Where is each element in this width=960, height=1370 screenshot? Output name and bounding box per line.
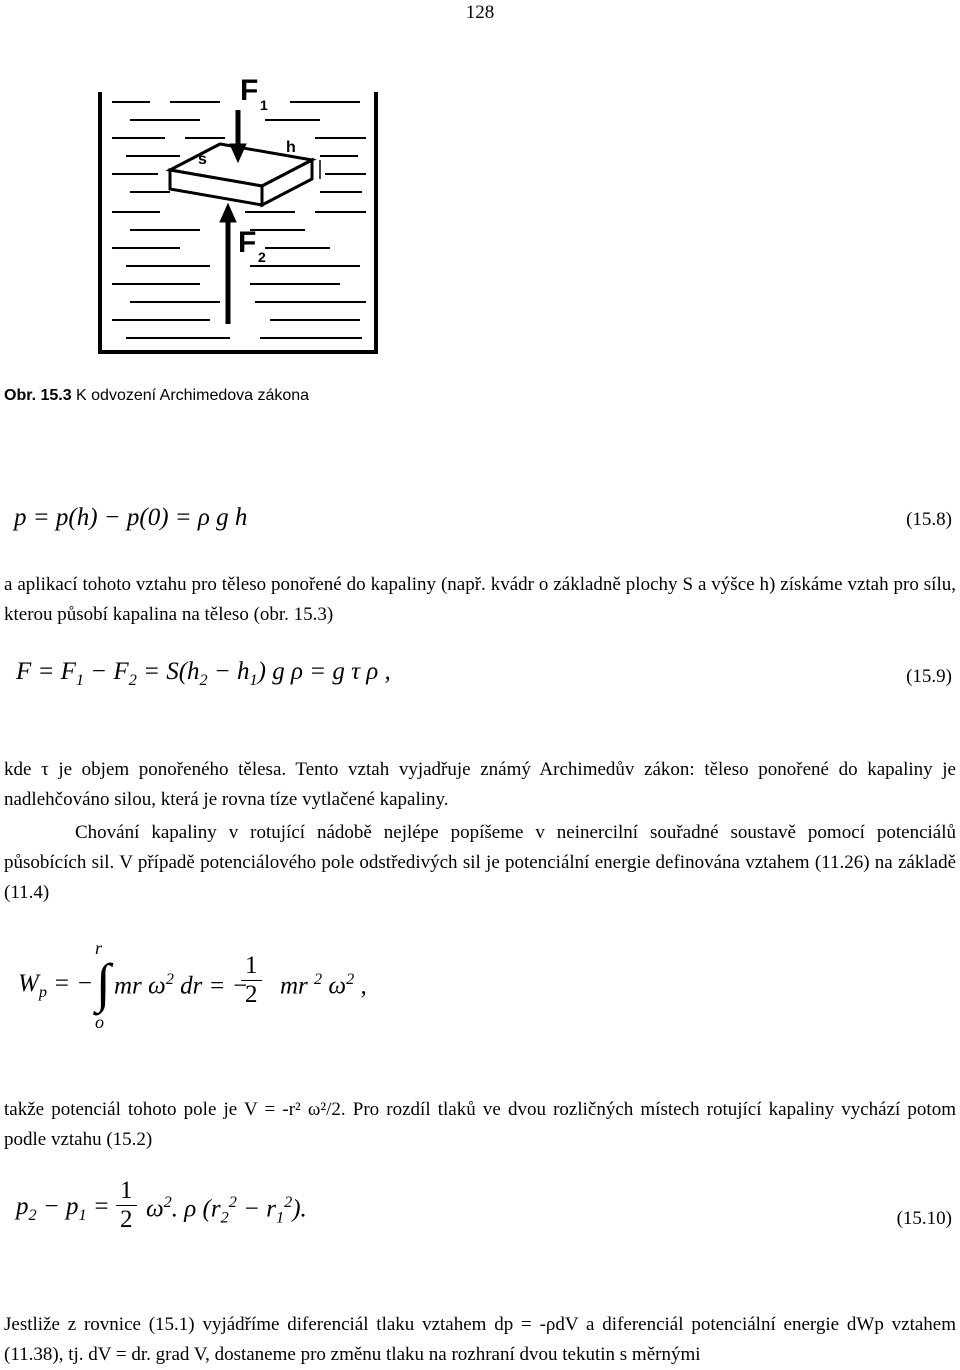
caption-text: K odvození Archimedova zákona (71, 387, 310, 404)
paragraph-5: Jestliže z rovnice (15.1) vyjádříme diferenciál tlaku vztahem dp = -ρdV a diferenciál potenciální energie dWp vztahem (11.38), tj. dV = dr. grad V, dostaneme pro změnu tlaku na rozhraní dvou tekutin s měrnými (4, 1314, 956, 1365)
force-f2-arrow (220, 204, 236, 324)
equation-number-15-9: (15.9) (906, 666, 952, 687)
equation-number-15-10: (15.10) (896, 1208, 952, 1229)
page-number: 128 (465, 2, 495, 23)
label-f2-sub: 2 (258, 249, 266, 265)
figure-caption (4, 387, 309, 405)
equation-15-8: p = p(h) − p(0) = ρ g h (14, 504, 248, 531)
equation-15-9: $F = F_1 - F_2 = S(h_2 - h_1)$ g ρ = g τ ρ , (16, 658, 391, 689)
archimedes-figure (90, 52, 390, 357)
label-f1-sub: 1 (260, 97, 268, 113)
label-h: h (286, 139, 296, 156)
paragraph-2: kde τ je objem ponořeného tělesa. Tento vztah vyjadřuje známý Archimedův zákon: těleso ponořené do kapaliny je nadlehčováno silou, která je rovna tíze vytlačené kapaliny. (4, 759, 956, 810)
paragraph-4: takže potenciál tohoto pole je V = -r² ω²/2. Pro rozdíl tlaků ve dvou rozličných místech rotující kapaliny vychází potom podle vztahu (15.2) (4, 1099, 956, 1150)
equation-number-15-8: (15.8) (906, 509, 952, 530)
paragraph-1: a aplikací tohoto vztahu pro těleso ponořené do kapaliny (např. kvádr o základně plochy S a výšce h) získáme vztah pro sílu, kterou působí kapalina na těleso (obr. 15.3) (4, 574, 956, 625)
label-f2: F (238, 226, 257, 259)
caption-prefix: Obr. 15.3 (4, 387, 72, 404)
label-f1: F (240, 74, 259, 107)
paragraph-3: Chování kapaliny v rotující nádobě nejlépe popíšeme v neinercilní souřadné soustavě pomocí potenciálů působících sil. V případě potenciálového pole odstředivých sil je potenciální energie definována vztahem (11.26) na základě (11.4) (4, 822, 956, 903)
label-s: s (198, 151, 207, 168)
